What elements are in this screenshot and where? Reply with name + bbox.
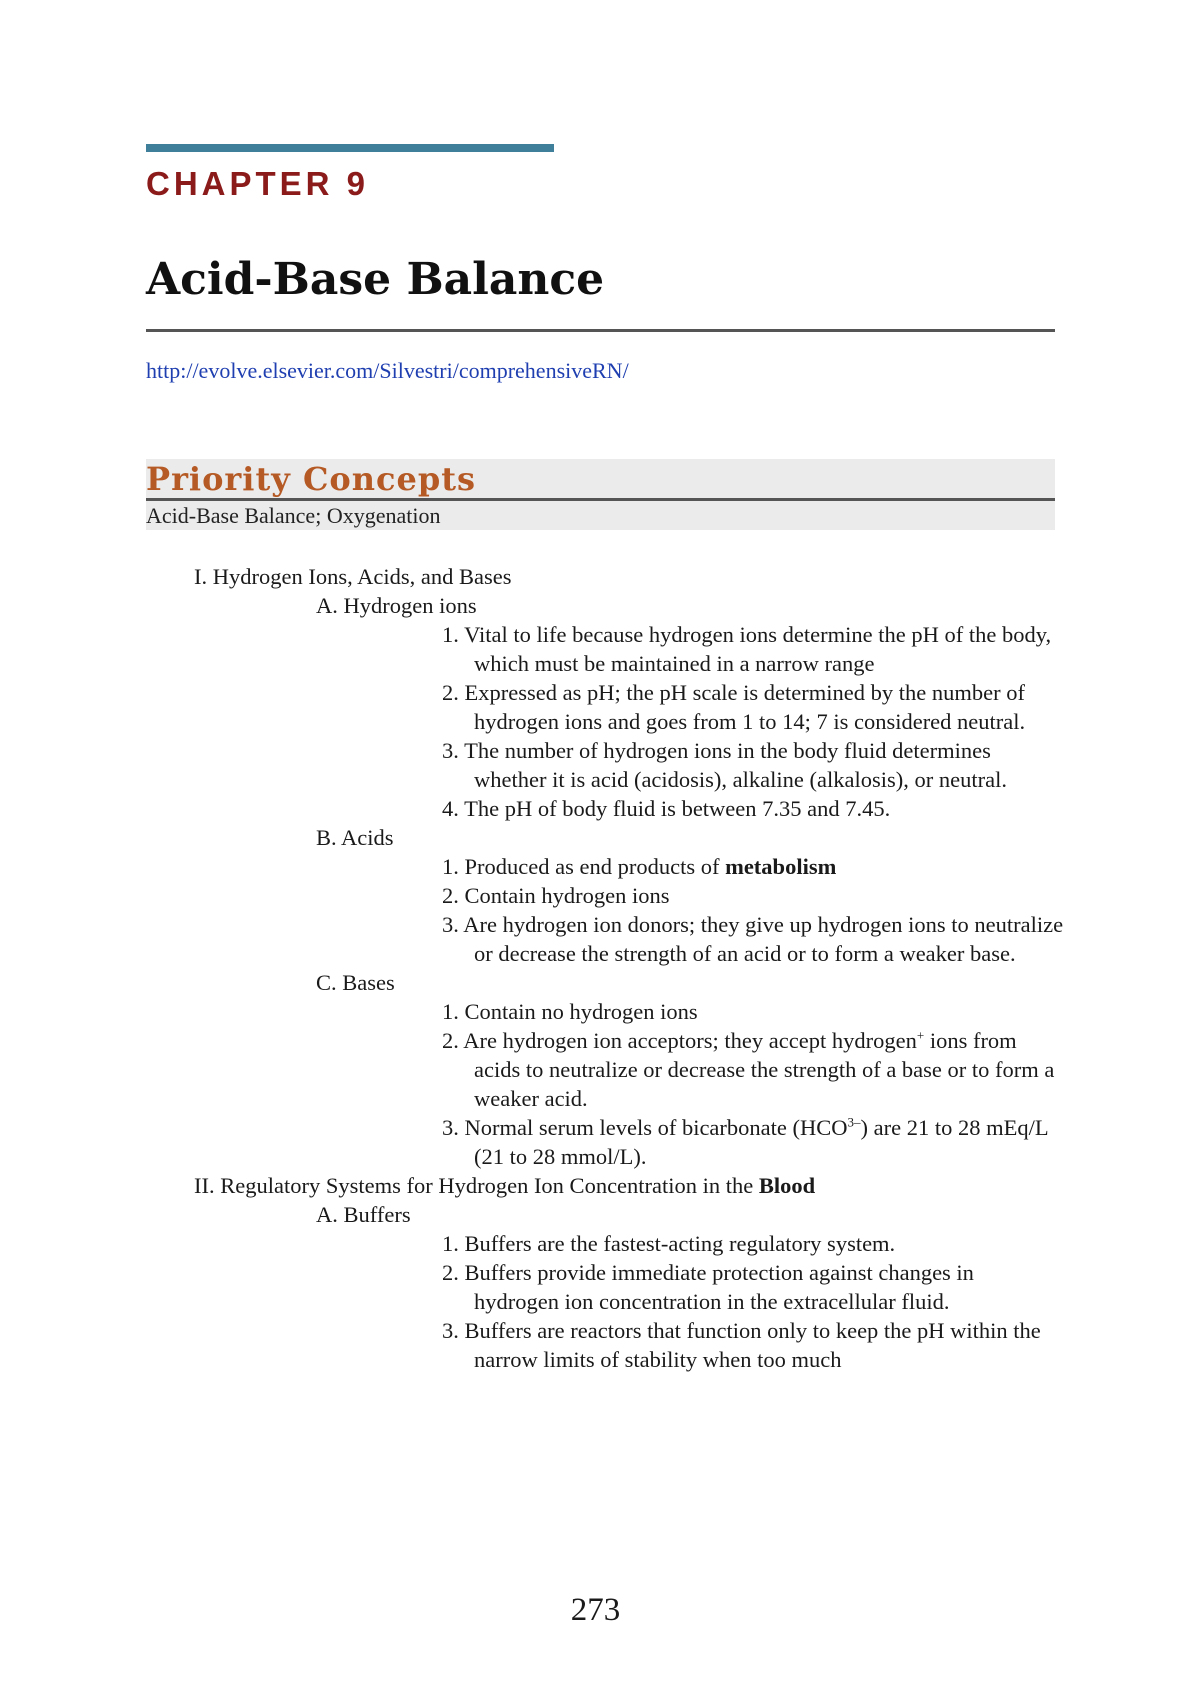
outline-item: 1. Buffers are the fastest-acting regulatory system. [442, 1231, 896, 1256]
outline-subheading-IC: C. Bases [316, 970, 395, 995]
priority-concepts-heading: Priority Concepts [146, 460, 477, 498]
page-number: 273 [570, 1592, 621, 1628]
outline-item: 2. Buffers provide immediate protection against changes in hydrogen ion concentration in the extracellular fluid. [442, 1260, 974, 1314]
outline-item-text: ions from acids to neutralize or decrease the strength of a base or to form a weaker acid. [474, 1028, 1055, 1111]
outline-item: 3. The number of hydrogen ions in the body fluid determines whether it is acid (acidosis), alkaline (alkalosis), or neutral. [442, 738, 1007, 792]
chapter-label: CHAPTER 9 [146, 165, 370, 202]
superscript: + [916, 1027, 925, 1043]
outline-subheading-IIA: A. Buffers [316, 1202, 411, 1227]
key-term-blood: Blood [758, 1173, 816, 1198]
chapter-accent-bar [146, 144, 554, 152]
outline-item [0, 1026, 1064, 1113]
outline-item-text: ) are 21 to 28 mEq/L (21 to 28 mmol/L). [474, 1115, 1048, 1169]
outline-item [0, 852, 1064, 881]
outline-subheading-IB: B. Acids [316, 825, 394, 850]
outline-item-text: 2. Are hydrogen ion acceptors; they accept hydrogen [442, 1028, 917, 1053]
outline-item: 4. The pH of body fluid is between 7.35 and 7.45. [442, 796, 891, 821]
outline-item: 1. Vital to life because hydrogen ions determine the pH of the body, which must be maintained in a narrow range [442, 622, 1052, 676]
outline-item: 1. Contain no hydrogen ions [442, 999, 698, 1024]
outline-heading-text: II. Regulatory Systems for Hydrogen Ion Concentration in the [194, 1173, 759, 1198]
outline-item-text: 1. Produced as end products of [442, 854, 726, 879]
outline-item-text: 3. Normal serum levels of bicarbonate (HCO [442, 1115, 848, 1140]
key-term-metabolism: metabolism [725, 854, 837, 879]
outline [0, 562, 1191, 1374]
outline-subheading-IA: A. Hydrogen ions [316, 593, 477, 618]
outline-heading-I: I. Hydrogen Ions, Acids, and Bases [194, 564, 512, 589]
title-divider [146, 329, 1055, 332]
outline-item: 2. Expressed as pH; the pH scale is determined by the number of hydrogen ions and goes from 1 to 14; 7 is considered neutral. [442, 680, 1026, 734]
outline-heading-II [0, 1171, 1191, 1200]
outline-item: 3. Are hydrogen ion donors; they give up hydrogen ions to neutralize or decrease the strength of an acid or to form a weaker base. [442, 912, 1064, 966]
priority-concepts-text: Acid-Base Balance; Oxygenation [146, 503, 441, 528]
outline-item: 2. Contain hydrogen ions [442, 883, 670, 908]
superscript: 3– [847, 1114, 861, 1130]
outline-item: 3. Buffers are reactors that function only to keep the pH within the narrow limits of stability when too much [442, 1318, 1041, 1372]
evolve-link[interactable]: http://evolve.elsevier.com/Silvestri/comprehensiveRN/ [146, 358, 629, 383]
chapter-title: Acid-Base Balance [146, 254, 605, 305]
outline-item [0, 1113, 1064, 1171]
